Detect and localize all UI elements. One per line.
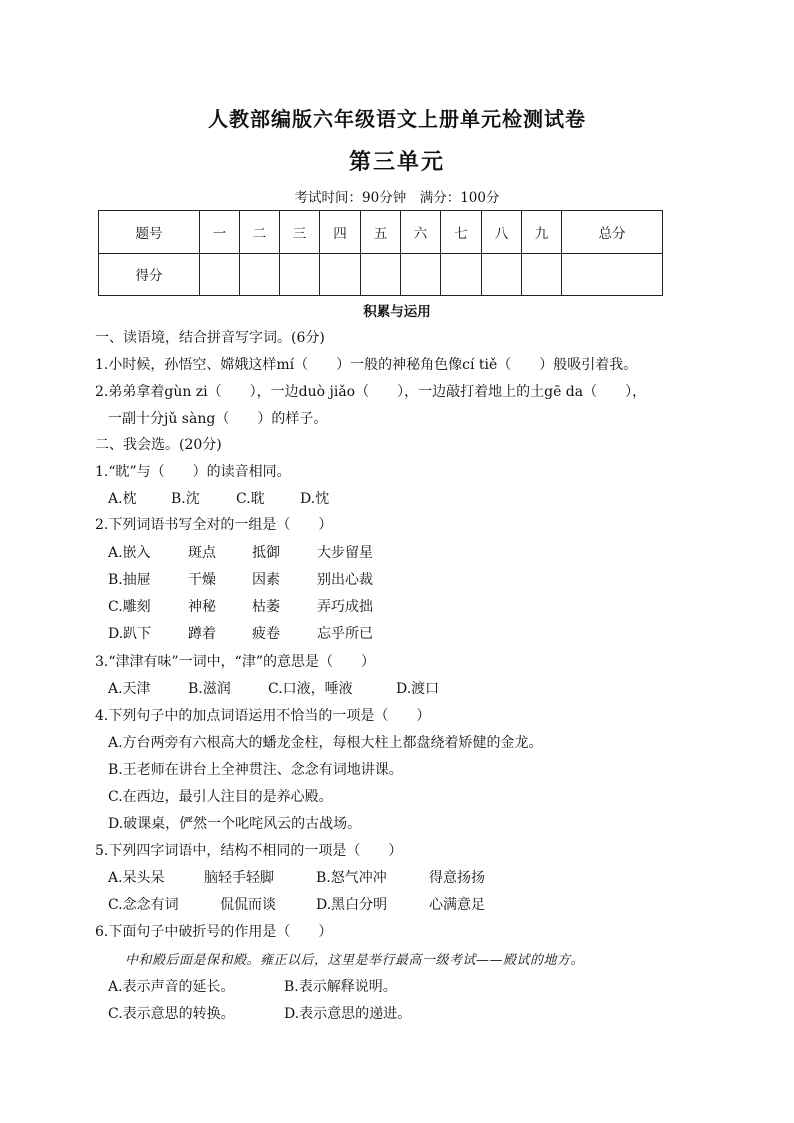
score-table-cell: 六 bbox=[401, 211, 441, 254]
part2-q3-option: A.天津 bbox=[108, 681, 151, 697]
section-title: 积累与运用 bbox=[363, 304, 431, 320]
part2-q4-option: B.王老师在讲台上全神贯注、念念有词地讲课。 bbox=[108, 762, 403, 778]
part2-q1-option: D.忱 bbox=[300, 491, 330, 507]
part2-q2-stem: 2.下列词语书写全对的一组是（ ） bbox=[95, 517, 333, 533]
score-row-label: 得分 bbox=[99, 253, 200, 296]
part2-q2-word: 枯萎 bbox=[252, 599, 280, 615]
part2-q1-stem: 1.“眈”与（ ）的读音相同。 bbox=[95, 464, 291, 480]
part2-q2-word: 抵御 bbox=[252, 545, 280, 561]
part2-q5-option: C.念念有词 bbox=[108, 897, 179, 913]
exam-info: 考试时间：90分钟 满分：100分 bbox=[294, 190, 500, 206]
part2-q5-word: 脑轻手轻脚 bbox=[204, 870, 274, 886]
part2-q5-word: 侃侃而谈 bbox=[220, 897, 276, 913]
score-table-cell: 七 bbox=[441, 211, 482, 254]
part2-q6-option: B.表示解释说明。 bbox=[284, 979, 397, 995]
score-input-cell[interactable] bbox=[240, 253, 280, 296]
score-input-cell[interactable] bbox=[320, 253, 361, 296]
part1-question-2-cont: 一副十分jǔ sàng（ ）的样子。 bbox=[108, 411, 328, 427]
part2-q3-option: B.滋润 bbox=[188, 681, 231, 697]
part2-q6-stem: 6.下面句子中破折号的作用是（ ） bbox=[95, 924, 333, 940]
score-input-cell[interactable] bbox=[280, 253, 320, 296]
part2-q4-option: D.破课桌，俨然一个叱咤风云的古战场。 bbox=[108, 816, 362, 832]
part2-q1-option: C.耽 bbox=[236, 491, 265, 507]
score-total-cell[interactable] bbox=[562, 253, 663, 296]
score-table bbox=[98, 210, 663, 296]
part1-heading: 一、读语境，结合拼音写字词。(6分) bbox=[95, 330, 325, 346]
part2-q5-stem: 5.下列四字词语中，结构不相同的一项是（ ） bbox=[95, 843, 403, 859]
score-table-cell: 五 bbox=[361, 211, 401, 254]
unit-title: 第三单元 bbox=[348, 149, 445, 175]
part2-q2-word: 因素 bbox=[252, 572, 280, 588]
part2-q2-option: A.嵌入 bbox=[108, 545, 151, 561]
part2-q2-option: D.趴下 bbox=[108, 626, 152, 642]
part2-q2-option: B.抽屉 bbox=[108, 572, 151, 588]
score-table-cell: 二 bbox=[240, 211, 280, 254]
score-table-score-row bbox=[99, 253, 663, 296]
part2-q2-word: 大步留星 bbox=[317, 545, 373, 561]
part2-q2-word: 干燥 bbox=[188, 572, 216, 588]
part2-q2-word: 弄巧成拙 bbox=[317, 599, 373, 615]
part2-q2-word: 斑点 bbox=[188, 545, 216, 561]
part2-q3-option: C.口液，唾液 bbox=[268, 681, 353, 697]
part2-q4-stem: 4.下列句子中的加点词语运用不恰当的一项是（ ） bbox=[95, 708, 431, 724]
part2-q5-word: 心满意足 bbox=[429, 897, 485, 913]
part1-question-2: 2.弟弟拿着gùn zi（ ），一边duò jiǎo（ ），一边敲打着地上的土gē da（ ）， bbox=[95, 384, 647, 400]
score-table-cell: 八 bbox=[482, 211, 522, 254]
score-table-header-row bbox=[99, 211, 663, 254]
part2-q3-option: D.渡口 bbox=[396, 681, 440, 697]
score-table-cell: 九 bbox=[522, 211, 562, 254]
score-input-cell[interactable] bbox=[200, 253, 240, 296]
score-table-cell: 题号 bbox=[99, 211, 200, 254]
part2-q4-option: C.在西边，最引人注目的是养心殿。 bbox=[108, 789, 333, 805]
part2-q2-option: C.雕刻 bbox=[108, 599, 151, 615]
score-input-cell[interactable] bbox=[482, 253, 522, 296]
part2-heading: 二、我会选。(20分) bbox=[95, 437, 222, 453]
score-input-cell[interactable] bbox=[441, 253, 482, 296]
part2-q6-quote: 中和殿后面是保和殿。雍正以后，这里是举行最高一级考试——殿试的地方。 bbox=[125, 953, 585, 968]
score-table-cell: 四 bbox=[320, 211, 361, 254]
part2-q2-word: 神秘 bbox=[188, 599, 216, 615]
part2-q3-stem: 3.“津津有味”一词中，“津”的意思是（ ） bbox=[95, 654, 375, 670]
part2-q4-option: A.方台两旁有六根高大的蟠龙金柱，每根大柱上都盘绕着矫健的金龙。 bbox=[108, 735, 543, 751]
score-input-cell[interactable] bbox=[522, 253, 562, 296]
score-input-cell[interactable] bbox=[361, 253, 401, 296]
part2-q2-word: 疲卷 bbox=[252, 626, 280, 642]
part2-q5-option: A.呆头呆 bbox=[108, 870, 165, 886]
score-table-cell: 一 bbox=[200, 211, 240, 254]
score-table-cell: 三 bbox=[280, 211, 320, 254]
part2-q2-word: 忘乎所已 bbox=[317, 626, 373, 642]
part2-q5-option: B.怒气冲冲 bbox=[316, 870, 387, 886]
exam-title: 人教部编版六年级语文上册单元检测试卷 bbox=[208, 107, 586, 131]
score-input-cell[interactable] bbox=[401, 253, 441, 296]
part2-q2-word: 蹲着 bbox=[188, 626, 216, 642]
part2-q2-word: 别出心裁 bbox=[317, 572, 373, 588]
part2-q5-option: D.黑白分明 bbox=[316, 897, 388, 913]
part1-question-1: 1.小时候，孙悟空、嫦娥这样mí（ ）一般的神秘角色像cí tiě（ ）般吸引着我。 bbox=[95, 357, 638, 373]
part2-q6-option: D.表示意思的递进。 bbox=[284, 1006, 412, 1022]
part2-q6-option: A.表示声音的延长。 bbox=[108, 979, 235, 995]
part2-q1-option: A.枕 bbox=[108, 491, 137, 507]
score-table-cell: 总分 bbox=[562, 211, 663, 254]
part2-q1-option: B.沈 bbox=[171, 491, 200, 507]
part2-q6-option: C.表示意思的转换。 bbox=[108, 1006, 235, 1022]
part2-q5-word: 得意扬扬 bbox=[429, 870, 485, 886]
